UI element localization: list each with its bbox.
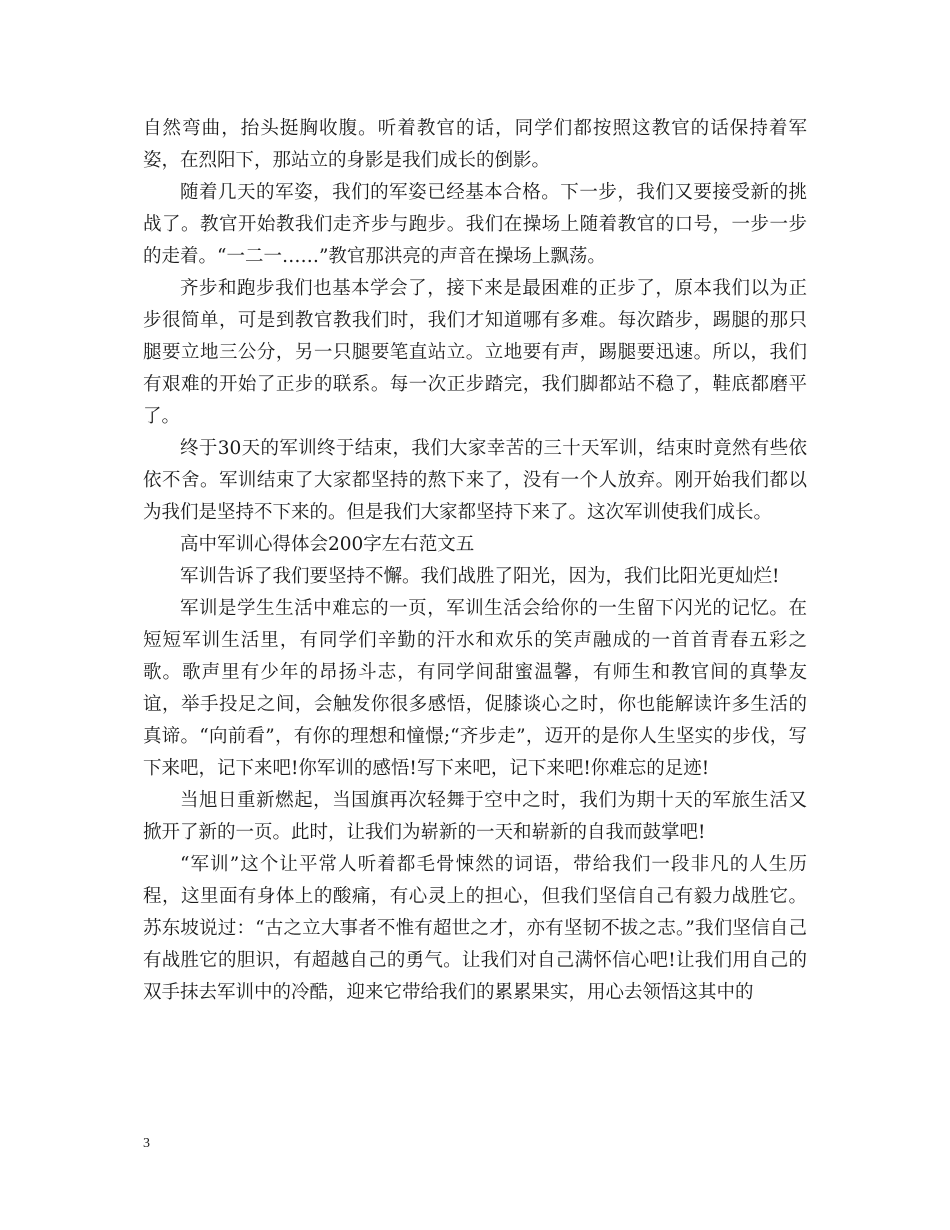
paragraph-5: 军训告诉了我们要坚持不懈。我们战胜了阳光，因为，我们比阳光更灿烂! xyxy=(180,566,780,587)
page-number: 3 xyxy=(143,1136,150,1151)
paragraph-8: “军训”这个让平常人听着都毛骨悚然的词语，带给我们一段非凡的人生历程，这里面有身体上的酸痛，有心灵上的担心，但我们坚信自己有毅力战胜它。苏东坡说过：“古之立大事者不惟有超世之才，亦有坚韧不拔之志。”我们坚信自己有战胜它的胆识，有超越自己的勇气。让我们对自己满怀信心吧!让我们用自己的双手抹去军训中的冷酷，迎来它带给我们的累累果实，用心去领悟这其中的 xyxy=(143,854,807,1003)
paragraph-3: 齐步和跑步我们也基本学会了，接下来是最困难的正步了，原本我们以为正步很简单，可是到教官教我们时，我们才知道哪有多难。每次踏步，踢腿的那只腿要立地三公分，另一只腿要笔直站立。立地要有声，踢腿要迅速。所以，我们有艰难的开始了正步的联系。每一次正步踏完，我们脚都站不稳了，鞋底都磨平了。 xyxy=(143,278,807,427)
paragraph-1: 自然弯曲，抬头挺胸收腹。听着教官的话，同学们都按照这教官的话保持着军姿，在烈阳下，那站立的身影是我们成长的倒影。 xyxy=(143,118,807,171)
paragraph-2: 随着几天的军姿，我们的军姿已经基本合格。下一步，我们又要接受新的挑战了。教官开始教我们走齐步与跑步。我们在操场上随着教官的口号，一步一步的走着。“一二一……”教官那洪亮的声音在操场上飘荡。 xyxy=(143,182,807,267)
section-heading: 高中军训心得体会200字左右范文五 xyxy=(180,534,475,555)
paragraph-6: 军训是学生生活中难忘的一页，军训生活会给你的一生留下闪光的记忆。在短短军训生活里，有同学们辛勤的汗水和欢乐的笑声融成的一首首青春五彩之歌。歌声里有少年的昂扬斗志，有同学间甜蜜温馨，有师生和教官间的真挚友谊，举手投足之间，会触发你很多感悟，促膝谈心之时，你也能解读许多生活的真谛。“向前看”，有你的理想和憧憬;“齐步走”，迈开的是你人生坚实的步伐，写下来吧，记下来吧!你军训的感悟!写下来吧，记下来吧!你难忘的足迹! xyxy=(143,598,807,779)
document-body xyxy=(143,113,807,1009)
paragraph-7: 当旭日重新燃起，当国旗再次轻舞于空中之时，我们为期十天的军旅生活又掀开了新的一页。此时，让我们为崭新的一天和崭新的自我而鼓掌吧! xyxy=(143,790,807,843)
paragraph-4: 终于30天的军训终于结束，我们大家幸苦的三十天军训，结束时竟然有些依依不舍。军训结束了大家都坚持的熬下来了，没有一个人放弃。刚开始我们都以为我们是坚持不下来的。但是我们大家都坚持下来了。这次军训使我们成长。 xyxy=(143,438,807,523)
